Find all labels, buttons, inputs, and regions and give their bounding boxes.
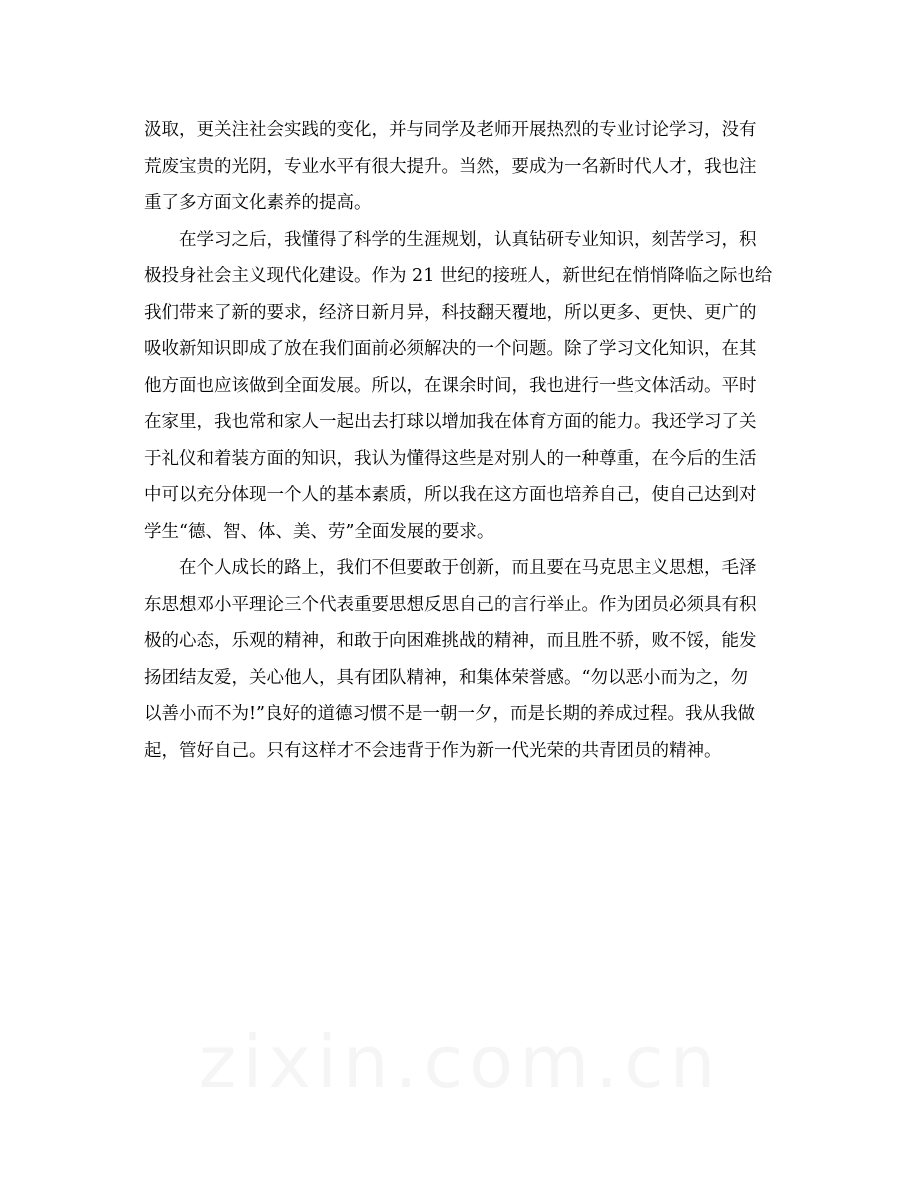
text-line: 汲取，更关注社会实践的变化，并与同学及老师开展热烈的专业讨论学习，没有: [144, 120, 757, 140]
text-line: 在家里，我也常和家人一起出去打球以增加我在体育方面的能力。我还学习了关: [144, 412, 757, 432]
text-line: 中可以充分体现一个人的基本素质，所以我在这方面也培养自己，使自己达到对: [144, 485, 757, 505]
document-body: [144, 112, 780, 769]
text-line: 极投身社会主义现代化建设。作为 21 世纪的接班人，新世纪在悄悄降临之际也给: [144, 266, 773, 286]
text-line: 极的心态，乐观的精神，和敢于向困难挑战的精神，而且胜不骄，败不馁，能发: [144, 631, 757, 651]
text-line: 他方面也应该做到全面发展。所以，在课余时间，我也进行一些文体活动。平时: [144, 375, 757, 396]
text-line: 起，管好自己。只有这样才不会违背于作为新一代光荣的共青团员的精神。: [144, 740, 722, 761]
text-line: 重了多方面文化素养的提高。: [144, 193, 372, 213]
text-line: 东思想邓小平理论三个代表重要思想反思自己的言行举止。作为团员必须具有积: [144, 594, 757, 615]
text-line: 在学习之后，我懂得了科学的生涯规划，认真钻研专业知识，刻苦学习，积: [144, 229, 757, 250]
text-line: 我们带来了新的要求，经济日新月异，科技翻天覆地，所以更多、更快、更广的: [144, 302, 757, 323]
text-line: 于礼仪和着装方面的知识，我认为懂得这些是对别人的一种尊重，在今后的生活: [144, 448, 757, 469]
text-line: 在个人成长的路上，我们不但要敢于创新，而且要在马克思主义思想，毛泽: [144, 558, 757, 578]
text-line: 吸收新知识即成了放在我们面前必须解决的一个问题。除了学习文化知识，在其: [144, 339, 757, 359]
text-line: 以善小而不为!”良好的道德习惯不是一朝一夕，而是长期的养成过程。我从我做: [144, 704, 755, 724]
text-line: 学生“德、智、体、美、劳”全面发展的要求。: [144, 521, 495, 542]
text-line: 荒废宝贵的光阴，专业水平有很大提升。当然，要成为一名新时代人才，我也注: [144, 156, 757, 177]
watermark: [0, 1020, 920, 1104]
text-line: 扬团结友爱，关心他人，具有团队精神，和集体荣誉感。“勿以恶小而为之，勿: [144, 667, 748, 688]
